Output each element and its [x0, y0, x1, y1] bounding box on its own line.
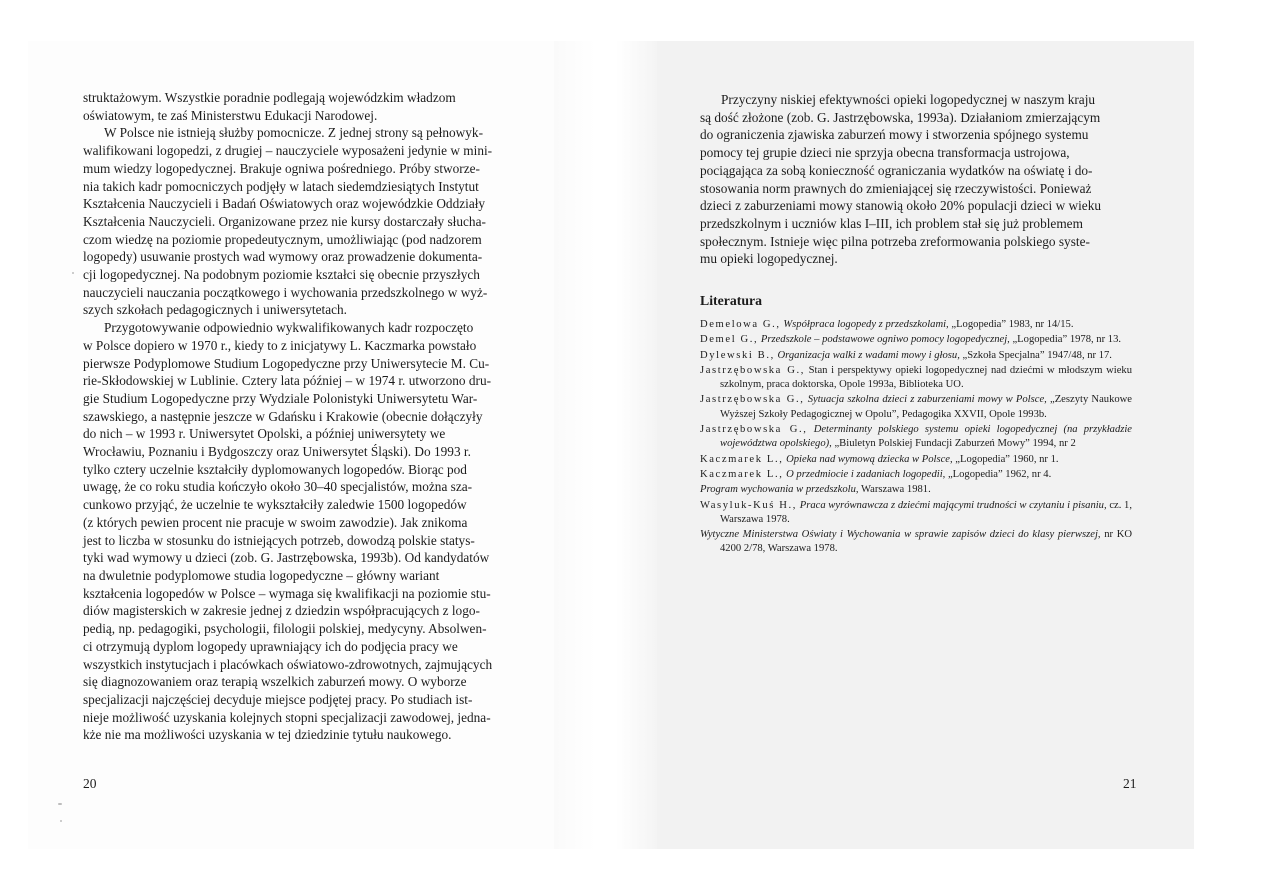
text-line: do nich – w 1993 r. Uniwersytet Opolski, a później uniwersytety we: [83, 426, 446, 442]
text-line: szawskiego, a następnie jeszcze w Gdańsku i Krakowie (obecnie dołączyły: [83, 408, 483, 424]
text-line: mum wiedzy logopedycznej. Brakuje ogniwa pośredniego. Próby stworze-: [83, 160, 480, 176]
text-line: Wrocławiu, Poznaniu i Bydgoszczy oraz Uniwersytet Śląski). Do 1993 r.: [83, 444, 471, 460]
reference-title: Współpraca logopedy z przedszkolami,: [783, 319, 949, 330]
text-line: oświatowym, te zaś Ministerstwu Edukacji Narodowej.: [83, 107, 378, 123]
text-line: kształcenia logopedów w Polsce – wymaga się kwalifikacji na poziomie stu-: [83, 585, 491, 601]
reference-title: Praca wyrównawcza z dziećmi mającymi trudności w czytaniu i pisaniu,: [799, 499, 1107, 511]
reference-details: cz. 1, Warszawa 1978.: [720, 499, 1132, 525]
reference-entry: [700, 364, 1132, 393]
text-line: (z których pewien procent nie pracuje w swoim zawodzie). Jak znikoma: [83, 514, 468, 530]
text-line: Przyczyny niskiej efektywności opieki logopedycznej w naszym kraju: [721, 92, 1096, 107]
text-line: pierwsze Podyplomowe Studium Logopedyczne przy Uniwersytecie M. Cu-: [83, 355, 490, 371]
text-line: nauczycieli nauczania początkowego i wychowania przedszkolnego w wyż-: [83, 284, 488, 300]
text-line: pociągająca za sobą konieczność ograniczania wydatków na oświatę i do-: [700, 162, 1093, 178]
reference-entry: [700, 423, 1132, 452]
text-line: dzieci z zaburzeniami mowy stanowią około 20% populacji dzieci w wieku: [700, 198, 1101, 214]
text-line: diów magisterskich w zakresie jednej z dziedzin współpracujących z logo-: [83, 603, 480, 619]
text-line: pomocy tej grupie dzieci nie sprzyja obecna transformacja ustrojowa,: [700, 145, 1070, 161]
text-line: szych szkołach pedagogicznych i uniwersytetach.: [83, 302, 347, 318]
reference-entry: [700, 349, 1132, 363]
reference-details: Stan i perspektywy opieki logopedycznej nad dziećmi w młodszym wieku szkolnym, praca doktorska, Opole 1993a, Biblioteka UO.: [720, 364, 1132, 391]
text-line: stosowania norm prawnych do zmieniającej się rzeczywistości. Ponieważ: [700, 180, 1092, 196]
text-line: się diagnozowaniem oraz terapią wszelkich zaburzeń mowy. O wyborze: [83, 674, 467, 690]
text-line: w Polsce dopiero w 1970 r., kiedy to z inicjatywy L. Kaczmarka powstało: [83, 337, 477, 353]
text-line: pedią, np. pedagogiki, psychologii, filologii polskiej, medycyny. Absolwen-: [83, 621, 487, 637]
text-line: Przygotowywanie odpowiednio wykwalifikowanych kadr rozpoczęto: [104, 320, 474, 336]
page-number-right: 21: [1123, 776, 1137, 791]
body-paragraph: [700, 91, 1132, 268]
text-line: walifikowani logopedzi, z drugiej – nauczyciele wyposażeni jedynie w mini-: [83, 143, 493, 159]
reference-author: Dylewski B.,: [700, 349, 775, 361]
reference-entry: [700, 453, 1132, 467]
text-line: Kształcenia Nauczycieli i Badań Oświatowych oraz wojewódzkie Oddziały: [83, 196, 486, 212]
reference-details: „Biuletyn Polskiej Fundacji Zaburzeń Mowy” 1994, nr 2: [834, 438, 1076, 450]
reference-entry: [700, 318, 1132, 332]
reference-title: Organizacja walki z wadami mowy i głosu,: [777, 349, 960, 361]
page-number-left: 20: [83, 776, 97, 791]
text-line: jest to liczba w stosunku do istniejących potrzeb, dowodzą polskie statys-: [83, 532, 475, 548]
left-page-body: [83, 89, 518, 744]
reference-author: Jastrzębowska G.,: [700, 424, 808, 436]
text-line: Kształcenia Nauczycieli. Organizowane przez nie kursy dostarczały słucha-: [83, 213, 486, 229]
text-line: specjalizacji najczęściej decyduje miejsce podjętej pracy. Po studiach ist-: [83, 691, 473, 707]
text-line: przedszkolnym i uczniów klas I–III, ich problem stał się już problemem: [700, 215, 1083, 231]
reference-author: Kaczmarek L.,: [700, 453, 784, 465]
reference-title: O przedmiocie i zadaniach logopedii,: [786, 468, 946, 480]
reference-details: „Logopedia” 1960, nr 1.: [955, 453, 1059, 465]
text-line: ci otrzymują dyplom logopedy uprawniający ich do podjęcia pracy we: [83, 638, 458, 654]
text-line: kże nie ma możliwości uzyskania w tej dziedzinie tytułu naukowego.: [83, 727, 452, 743]
body-paragraph: [83, 319, 518, 744]
text-line: mu opieki logopedycznej.: [700, 251, 838, 267]
reference-title: Sytuacja szkolna dzieci z zaburzeniami mowy w Polsce,: [807, 394, 1047, 406]
text-line: W Polsce nie istnieją służby pomocnicze. Z jednej strony są pełnowyk-: [104, 125, 483, 141]
text-line: nia takich kadr pomocniczych podjęły w latach siedemdziesiątych Instytut: [83, 178, 479, 194]
text-line: tylko cztery uczelnie kształciły dyplomowanych logopedów. Biorąc pod: [83, 461, 467, 477]
reference-entry: [700, 468, 1132, 482]
reference-title: Wytyczne Ministerstwa Oświaty i Wychowania w sprawie zapisów dzieci do klasy pierwszej,: [700, 529, 1101, 541]
reference-author: Kaczmarek L.,: [700, 468, 784, 480]
reference-entry: [700, 393, 1132, 422]
reference-title: Determinanty polskiego systemu opieki logopedycznej (na przykładzie województwa opolskiego),: [720, 424, 1133, 450]
text-line: struktażowym. Wszystkie poradnie podlegają wojewódzkim władzom: [83, 90, 456, 105]
reference-details: „Logopedia” 1978, nr 13.: [1012, 334, 1122, 346]
reference-entry: [700, 333, 1132, 347]
text-line: gie Studium Logopedyczne przy Wydziale Polonistyki Uniwersytetu War-: [83, 390, 478, 406]
reference-author: Jastrzębowska G.,: [700, 364, 805, 376]
reference-author: Jastrzębowska G.,: [700, 394, 805, 406]
reference-details: Warszawa 1981.: [860, 484, 931, 496]
reference-details: nr KO 4200 2/78, Warszawa 1978.: [720, 529, 1133, 555]
text-line: wszystkich instytucjach i placówkach oświatowo-zdrowotnych, zajmujących: [83, 656, 493, 672]
reference-entry: [700, 528, 1132, 557]
left-page: [28, 41, 554, 849]
reference-author: Demelowa G.,: [700, 319, 781, 330]
literature-heading: Literatura: [700, 293, 763, 308]
text-line: logopedy) usuwanie prostych wad wymowy oraz prowadzenie dokumenta-: [83, 249, 483, 265]
reference-details: „Zeszyty Naukowe Wyższej Szkoły Pedagogicznej w Opolu”, Pedagogika XXVII, Opole 1993b.: [720, 394, 1133, 420]
reference-title: Przedszkole – podstawowe ogniwo pomocy logopedycznej,: [760, 334, 1010, 346]
text-line: na dwuletnie podyplomowe studia logopedyczne – główny wariant: [83, 567, 440, 583]
text-line: do ograniczenia zjawiska zaburzeń mowy i stworzenia spójnego systemu: [700, 127, 1089, 143]
text-line: są dość złożone (zob. G. Jastrzębowska, 1993a). Działaniom zmierzającym: [700, 109, 1101, 125]
reference-title: Program wychowania w przedszkolu,: [700, 484, 859, 496]
text-line: cji logopedycznej. Na podobnym poziomie kształci się obecnie przyszłych: [83, 267, 480, 283]
right-page: [657, 41, 1194, 849]
text-line: czom wiedzę na poziomie propedeutycznym, umożliwiając (pod nadzorem: [83, 231, 482, 247]
reference-author: Wasyluk-Kuś H.,: [700, 499, 798, 511]
scan-speck: [58, 803, 62, 805]
text-line: społecznym. Istnieje więc pilna potrzeba zreformowania polskiego syste-: [700, 233, 1090, 249]
scan-speck: [72, 272, 74, 274]
reference-details: „Logopedia” 1983, nr 14/15.: [951, 319, 1074, 330]
text-line: nieje możliwość uzyskania kolejnych stopni specjalizacji zawodowej, jedna-: [83, 709, 491, 725]
body-paragraph: [83, 89, 518, 124]
text-line: cunkowo przyjąć, że uczelnie te wykształciły zaledwie 1500 logopedów: [83, 497, 467, 513]
bibliography-list: [700, 318, 1132, 558]
reference-details: „Szkoła Specjalna” 1947/48, nr 17.: [962, 349, 1112, 361]
right-page-body: [700, 91, 1132, 268]
text-line: tyki wad wymowy u dzieci (zob. G. Jastrzębowska, 1993b). Od kandydatów: [83, 550, 490, 566]
reference-entry: [700, 483, 1132, 497]
book-gutter: [554, 41, 657, 849]
body-paragraph: [83, 124, 518, 319]
text-line: rie-Skłodowskiej w Lublinie. Cztery lata później – w 1974 r. utworzono dru-: [83, 373, 492, 389]
reference-entry: [700, 499, 1132, 528]
reference-author: Demel G.,: [700, 334, 759, 346]
reference-details: „Logopedia” 1962, nr 4.: [947, 468, 1052, 480]
text-line: uwagę, że co roku studia kończyło około 30–40 specjalistów, można sza-: [83, 479, 473, 495]
reference-title: Opieka nad wymową dziecka w Polsce,: [786, 453, 953, 465]
scan-speck: [60, 820, 62, 822]
